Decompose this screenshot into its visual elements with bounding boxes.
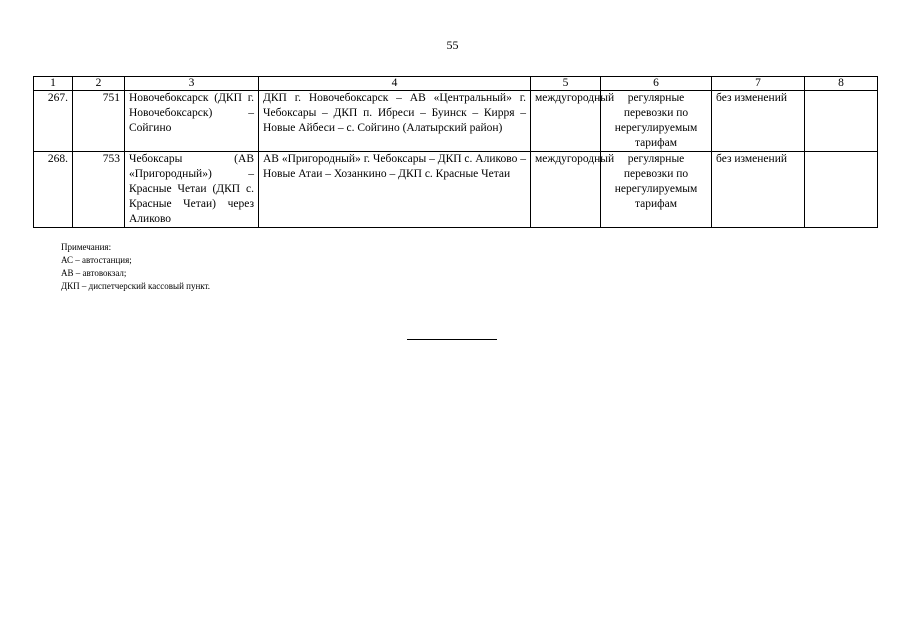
row-index: 268. bbox=[34, 152, 73, 228]
notes bbox=[61, 241, 210, 293]
column-header: 3 bbox=[125, 77, 259, 91]
route-name: Новочебоксарск (ДКП г. Новочебоксарск) – Сойгино bbox=[125, 91, 259, 152]
route-number: 751 bbox=[73, 91, 125, 152]
column-header: 2 bbox=[73, 77, 125, 91]
route-number: 753 bbox=[73, 152, 125, 228]
column-header: 8 bbox=[805, 77, 878, 91]
column-header: 1 bbox=[34, 77, 73, 91]
column-header: 6 bbox=[601, 77, 712, 91]
route-path: ДКП г. Новочебоксарск – АВ «Центральный» г. Чебоксары – ДКП п. Ибреси – Буинск – Кирря – Новые Айбеси – с. Сойгино (Алатырский район) bbox=[259, 91, 531, 152]
note-item: ДКП – диспетчерский кассовый пункт. bbox=[61, 281, 211, 291]
route-type: междугородный bbox=[531, 91, 601, 152]
column-header: 5 bbox=[531, 77, 601, 91]
table-header-row bbox=[34, 77, 878, 91]
route-path: АВ «Пригородный» г. Чебоксары – ДКП с. Аликово – Новые Атаи – Хозанкино – ДКП с. Красные Четаи bbox=[259, 152, 531, 228]
route-type: междугородный bbox=[531, 152, 601, 228]
note-item: АС – автостанция; bbox=[61, 255, 132, 265]
table-row bbox=[34, 152, 878, 228]
page-number: 55 bbox=[446, 38, 459, 52]
extra-cell bbox=[805, 152, 878, 228]
notes-title: Примечания: bbox=[61, 242, 112, 252]
change-status: без изменений bbox=[712, 152, 805, 228]
route-name: Чебоксары (АВ «Пригородный») – Красные Четаи (ДКП с. Красные Четаи) через Аликово bbox=[125, 152, 259, 228]
change-status: без изменений bbox=[712, 91, 805, 152]
routes-table bbox=[33, 76, 878, 228]
extra-cell bbox=[805, 91, 878, 152]
column-header: 4 bbox=[259, 77, 531, 91]
transport-kind: регулярные перевозки по нерегулируемым тарифам bbox=[601, 152, 712, 228]
note-item: АВ – автовокзал; bbox=[61, 268, 127, 278]
row-index: 267. bbox=[34, 91, 73, 152]
column-header: 7 bbox=[712, 77, 805, 91]
table-row bbox=[34, 91, 878, 152]
end-divider bbox=[407, 339, 497, 340]
transport-kind: регулярные перевозки по нерегулируемым тарифам bbox=[601, 91, 712, 152]
